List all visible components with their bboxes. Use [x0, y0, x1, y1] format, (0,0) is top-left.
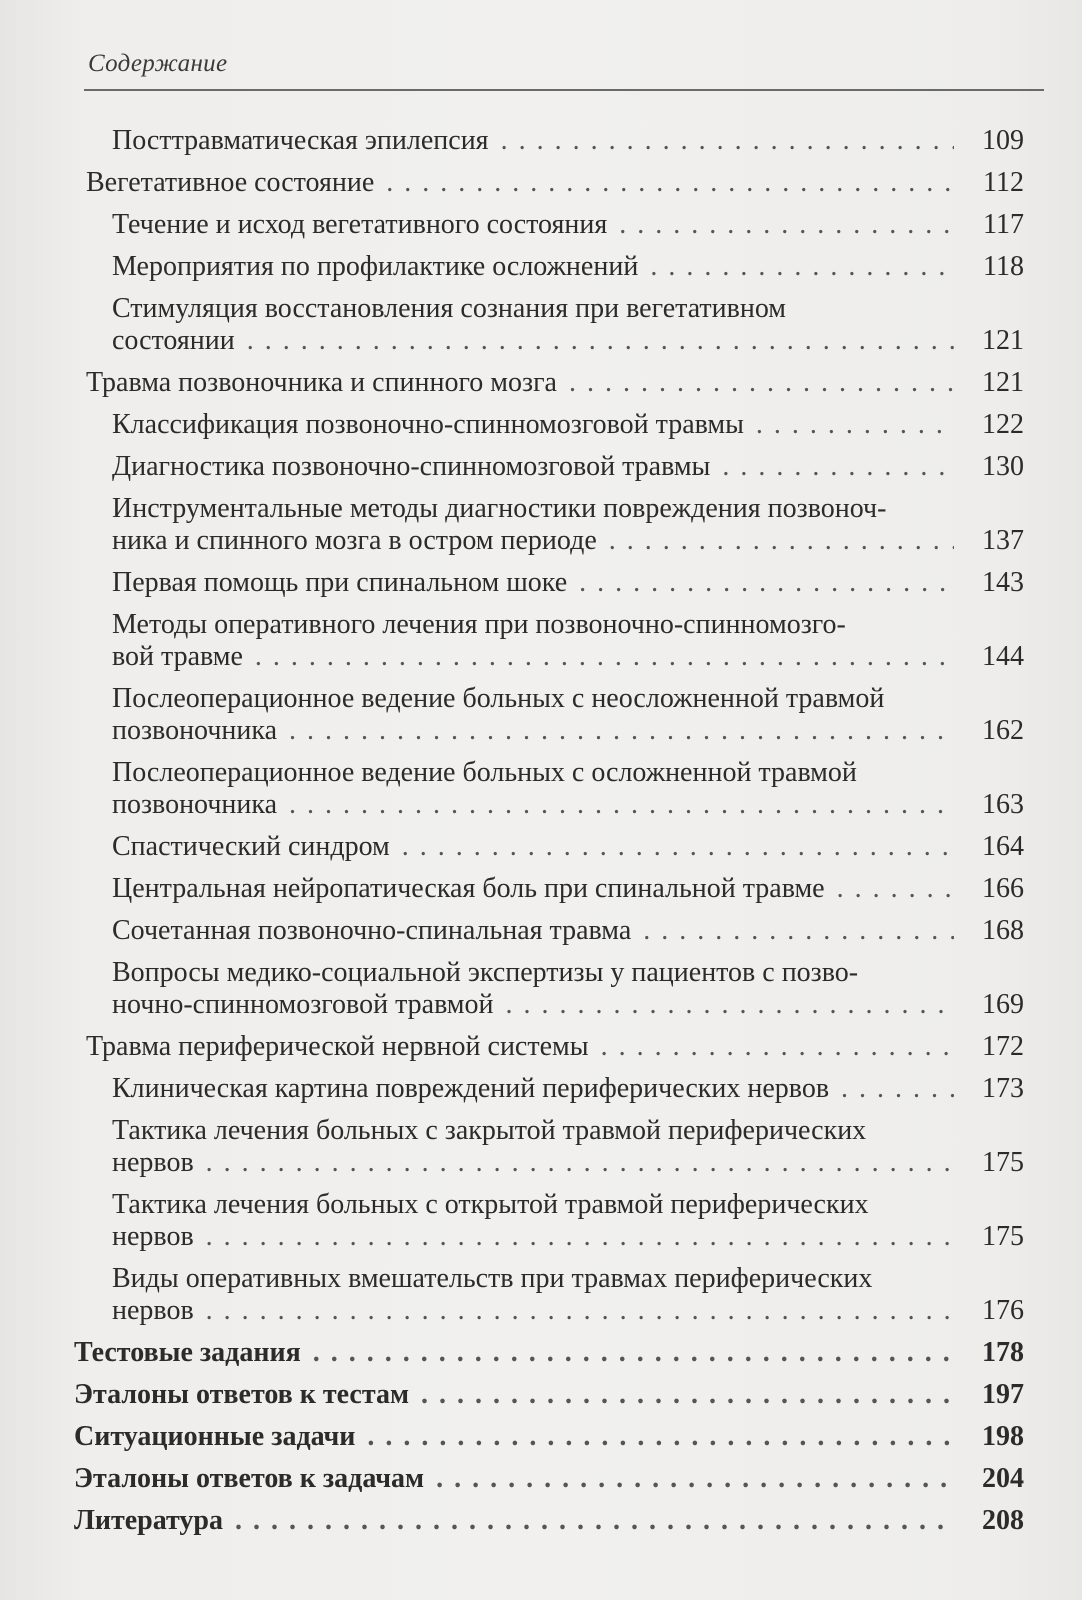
toc-page-number: 208 — [982, 1505, 1024, 1536]
toc-entry-title-line: Тестовые задания — [74, 1337, 301, 1368]
dot-leader — [501, 125, 954, 157]
dot-leader — [436, 1463, 954, 1495]
toc-entry[interactable] — [0, 451, 1082, 483]
dot-leader — [313, 1337, 954, 1369]
toc-page-number: 204 — [982, 1463, 1024, 1494]
dot-leader — [289, 715, 954, 747]
dot-leader — [722, 451, 954, 483]
dot-leader — [837, 873, 954, 905]
toc-entry-title-line: Стимуляция восстановления сознания при вегетативном — [112, 293, 787, 324]
toc-entry-title-line: Травма периферической нервной системы — [86, 1031, 589, 1062]
toc-entry-title-line: Тактика лечения больных с закрытой травмой периферических — [112, 1115, 867, 1146]
toc-entry[interactable] — [0, 1463, 1082, 1495]
dot-leader — [619, 209, 954, 241]
toc-entry[interactable] — [0, 757, 1082, 821]
toc-page-number: 164 — [982, 831, 1024, 862]
toc-page-number: 130 — [982, 451, 1024, 482]
toc-entry-last-line — [112, 325, 1024, 357]
dot-leader — [609, 525, 954, 557]
dot-leader — [841, 1073, 954, 1105]
toc-entry[interactable] — [0, 1421, 1082, 1453]
toc-page-number: 109 — [982, 125, 1024, 156]
toc-page-number: 117 — [983, 209, 1024, 240]
dot-leader — [289, 789, 954, 821]
toc-entry-title-line: Послеоперационное ведение больных с неосложненной травмой — [112, 683, 885, 714]
toc-entry-last-line — [74, 1421, 1024, 1453]
toc-entry[interactable] — [0, 209, 1082, 241]
toc-page-number: 172 — [982, 1031, 1024, 1062]
toc-entry-last-line — [112, 873, 1024, 905]
running-head-title: Содержание — [88, 50, 228, 77]
toc-entry-title-line: Эталоны ответов к задачам — [74, 1463, 425, 1494]
toc-entry-title-line: Диагностика позвоночно-спинномозговой травмы — [112, 451, 711, 482]
dot-leader — [643, 915, 954, 947]
toc-page-number: 112 — [983, 167, 1024, 198]
toc-page-number: 118 — [983, 251, 1024, 282]
toc-entry-title-line: ника и спинного мозга в остром периоде — [112, 525, 597, 556]
toc-entry-title-line: ночно-спинномозговой травмой — [112, 989, 494, 1020]
toc-entry[interactable] — [0, 409, 1082, 441]
toc-entry-title-line: Травма позвоночника и спинного мозга — [86, 367, 557, 398]
toc-entry-last-line — [112, 451, 1024, 483]
toc-page-number: 143 — [982, 567, 1024, 598]
toc-entry-title-line: Эталоны ответов к тестам — [74, 1379, 410, 1410]
toc-entry[interactable] — [0, 957, 1082, 1021]
toc-page-number: 122 — [982, 409, 1024, 440]
toc-entry-last-line — [112, 125, 1024, 157]
toc-entry-last-line — [74, 1463, 1024, 1495]
dot-leader — [579, 567, 954, 599]
dot-leader — [650, 251, 954, 283]
toc-entry-last-line — [112, 209, 1024, 241]
toc-entry[interactable] — [0, 831, 1082, 863]
toc-page-number: 175 — [982, 1221, 1024, 1252]
toc-entry[interactable] — [0, 683, 1082, 747]
toc-entry-title-line: Виды оперативных вмешательств при травмах периферических — [112, 1263, 873, 1294]
toc-entry-title-line: состоянии — [112, 325, 235, 356]
toc-entry[interactable] — [0, 915, 1082, 947]
toc-page-number: 162 — [982, 715, 1024, 746]
toc-page-number: 175 — [982, 1147, 1024, 1178]
toc-page-number: 169 — [982, 989, 1024, 1020]
toc-entry-last-line — [112, 567, 1024, 599]
toc-entry-title-line: Течение и исход вегетативного состояния — [112, 209, 608, 240]
toc-entry-title-line: Сочетанная позвоночно-спинальная травма — [112, 915, 632, 946]
dot-leader — [206, 1147, 954, 1179]
toc-entry[interactable] — [0, 251, 1082, 283]
toc-entry[interactable] — [0, 609, 1082, 673]
toc-entry[interactable] — [0, 1115, 1082, 1179]
toc-page-number: 173 — [982, 1073, 1024, 1104]
toc-page-number: 178 — [982, 1337, 1024, 1368]
toc-entry-title-line: Инструментальные методы диагностики повреждения позвоноч- — [112, 493, 887, 524]
toc-entry-title-line: Тактика лечения больных с открытой травмой периферических — [112, 1189, 869, 1220]
toc-page-number: 166 — [982, 873, 1024, 904]
toc-entry[interactable] — [0, 1073, 1082, 1105]
toc-entry[interactable] — [0, 567, 1082, 599]
header-rule — [84, 89, 1044, 91]
dot-leader — [206, 1295, 954, 1327]
toc-entry-title-line: Центральная нейропатическая боль при спинальной травме — [112, 873, 825, 904]
toc-entry-title-line: Вопросы медико-социальной экспертизы у пациентов с позво- — [112, 957, 859, 988]
toc-entry-title-line: нервов — [112, 1147, 194, 1178]
toc-entry-last-line — [112, 915, 1024, 947]
dot-leader — [247, 325, 954, 357]
toc-page-number: 176 — [982, 1295, 1024, 1326]
toc-entry-last-line — [74, 1505, 1024, 1537]
toc-entry-last-line — [112, 989, 1024, 1021]
toc-entry-last-line — [74, 1337, 1024, 1369]
toc-entry-last-line — [86, 367, 1024, 399]
toc-entry-title-line: вой травме — [112, 641, 243, 672]
dot-leader — [569, 367, 954, 399]
toc-page-number: 121 — [982, 367, 1024, 398]
dot-leader — [255, 641, 954, 673]
toc-entry-last-line — [86, 1031, 1024, 1063]
toc-page-number: 198 — [982, 1421, 1024, 1452]
toc-entry-title-line: Литература — [74, 1505, 223, 1536]
toc-entry-last-line — [112, 831, 1024, 863]
toc-page-number: 163 — [982, 789, 1024, 820]
toc-entry-title-line: Послеоперационное ведение больных с осложненной травмой — [112, 757, 857, 788]
dot-leader — [235, 1505, 954, 1537]
dot-leader — [421, 1379, 954, 1411]
toc-page-number: 197 — [982, 1379, 1024, 1410]
toc-entry[interactable] — [0, 873, 1082, 905]
toc-entry-title-line: Мероприятия по профилактике осложнений — [112, 251, 639, 282]
toc-entry[interactable] — [0, 367, 1082, 399]
toc-entry[interactable] — [0, 167, 1082, 199]
toc-entry-last-line — [112, 1147, 1024, 1179]
toc-entry-title-line: Вегетативное состояние — [86, 167, 375, 198]
toc-entry[interactable] — [0, 1031, 1082, 1063]
toc-entry-title-line: Первая помощь при спинальном шоке — [112, 567, 568, 598]
toc-entry[interactable] — [0, 293, 1082, 357]
toc-entry-title-line: Методы оперативного лечения при позвоночно-спинномозго- — [112, 609, 846, 640]
toc-page-number: 137 — [982, 525, 1024, 556]
toc-entry-last-line — [112, 1073, 1024, 1105]
toc-entry-title-line: Клиническая картина повреждений периферических нервов — [112, 1073, 830, 1104]
toc-entry-last-line — [112, 409, 1024, 441]
toc-entry-title-line: нервов — [112, 1221, 194, 1252]
toc-page-number: 168 — [982, 915, 1024, 946]
toc-entry-last-line — [112, 641, 1024, 673]
toc-entry[interactable] — [0, 1189, 1082, 1253]
toc-entry-last-line — [86, 167, 1024, 199]
toc-entry-last-line — [74, 1379, 1024, 1411]
toc-entry[interactable] — [0, 1505, 1082, 1537]
toc-entry[interactable] — [0, 125, 1082, 157]
toc-entry-title-line: позвоночника — [112, 789, 277, 820]
toc-entry[interactable] — [0, 493, 1082, 557]
toc-entry-title-line: Ситуационные задачи — [74, 1421, 356, 1452]
dot-leader — [386, 167, 954, 199]
dot-leader — [402, 831, 954, 863]
toc-entry-title-line: Посттравматическая эпилепсия — [112, 125, 489, 156]
toc-entry-title-line: позвоночника — [112, 715, 277, 746]
toc-entry-last-line — [112, 1295, 1024, 1327]
toc-page-number: 121 — [982, 325, 1024, 356]
table-of-contents — [0, 125, 1082, 1547]
toc-entry-title-line: Классификация позвоночно-спинномозговой травмы — [112, 409, 744, 440]
toc-entry[interactable] — [0, 1379, 1082, 1411]
toc-entry-last-line — [112, 525, 1024, 557]
toc-entry-last-line — [112, 789, 1024, 821]
toc-entry-last-line — [112, 715, 1024, 747]
toc-entry-last-line — [112, 251, 1024, 283]
toc-entry-title-line: Спастический синдром — [112, 831, 390, 862]
toc-entry-last-line — [112, 1221, 1024, 1253]
dot-leader — [506, 989, 954, 1021]
toc-entry[interactable] — [0, 1263, 1082, 1327]
dot-leader — [756, 409, 954, 441]
dot-leader — [367, 1421, 954, 1453]
dot-leader — [601, 1031, 954, 1063]
toc-entry[interactable] — [0, 1337, 1082, 1369]
dot-leader — [206, 1221, 954, 1253]
toc-entry-title-line: нервов — [112, 1295, 194, 1326]
toc-page-number: 144 — [982, 641, 1024, 672]
